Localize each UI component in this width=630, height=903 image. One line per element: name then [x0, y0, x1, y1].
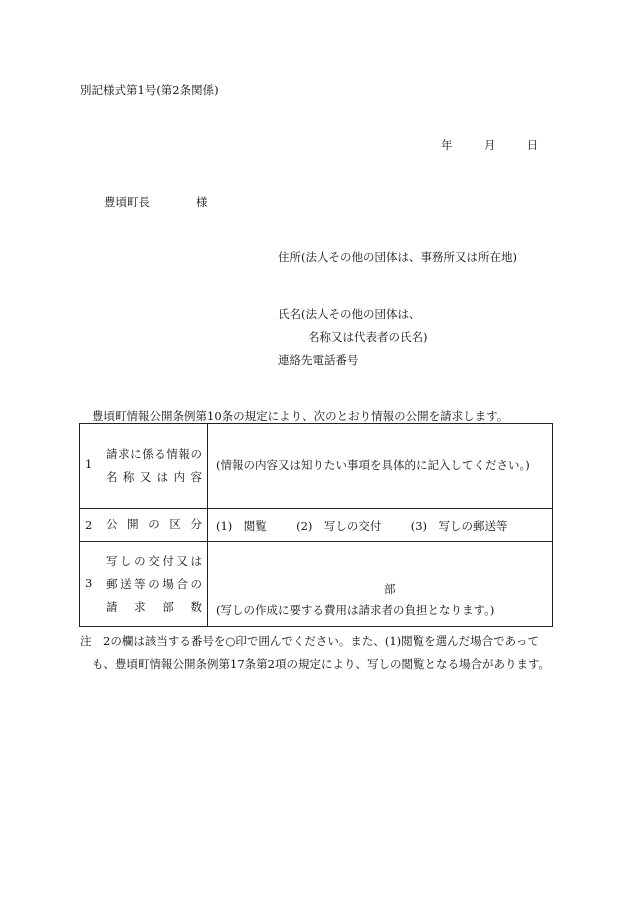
- label-char: 部: [162, 600, 174, 614]
- label-char: 名: [106, 470, 118, 484]
- table-row: [80, 542, 553, 627]
- label-char: の: [190, 447, 202, 461]
- label-char: 写: [106, 554, 118, 568]
- label-char: 数: [190, 600, 202, 614]
- note-line2: も、豊頃町情報公開条例第17条第2項の規定により、写しの閲覧となる場合があります。: [92, 657, 551, 671]
- table-row: [80, 424, 553, 509]
- table-row: [80, 509, 553, 542]
- label-char: 求: [134, 600, 146, 614]
- label-char: 係: [142, 447, 154, 461]
- label-char: に: [130, 447, 142, 461]
- row-label: [106, 508, 202, 540]
- label-char: 公: [106, 517, 118, 531]
- note-line1: 注 2の欄は該当する番号を○印で囲んでください。また、(1)閲覧を選んだ場合であって: [80, 634, 540, 648]
- label-char: 報: [178, 447, 190, 461]
- label-char: し: [120, 554, 132, 568]
- form-title: 別記様式第1号(第2条関係): [80, 83, 219, 97]
- label-char: の: [148, 577, 160, 591]
- label-char: 称: [122, 470, 135, 484]
- disclosure-options: [216, 518, 508, 534]
- addressee: [104, 194, 208, 210]
- row-number: 1: [85, 457, 93, 471]
- option-copy-mailing[interactable]: (3) 写しの郵送等: [410, 519, 508, 533]
- address-label: 住所(法人その他の団体は、事務所又は所在地): [278, 250, 517, 264]
- label-char: 容: [190, 470, 202, 484]
- row-label: [106, 550, 202, 619]
- label-char: 送: [120, 577, 132, 591]
- label-line: [106, 443, 202, 466]
- label-char: 付: [162, 554, 174, 568]
- option-copy-delivery[interactable]: (2) 写しの交付: [296, 519, 382, 533]
- addressee-honorific: 様: [196, 195, 208, 209]
- label-char: 又: [139, 470, 152, 484]
- row-number: 3: [85, 576, 93, 590]
- label-char: 請: [106, 447, 118, 461]
- label-char: の: [148, 517, 160, 531]
- row-label: [106, 443, 202, 489]
- label-char: 等: [134, 577, 146, 591]
- label-char: 又: [176, 554, 188, 568]
- label-char: 開: [127, 517, 139, 531]
- date-day: 日: [526, 138, 539, 152]
- date-line: [441, 137, 538, 153]
- label-char: の: [134, 554, 146, 568]
- label-char: 交: [148, 554, 160, 568]
- label-char: 分: [190, 517, 202, 531]
- label-char: は: [156, 470, 169, 484]
- label-char: は: [190, 554, 202, 568]
- label-char: 郵: [106, 577, 118, 591]
- label-char: 区: [169, 517, 181, 531]
- label-char: 場: [162, 577, 174, 591]
- option-inspection[interactable]: (1) 閲覧: [216, 519, 267, 533]
- cost-note: (写しの作成に要する費用は請求者の負担となります。): [216, 603, 495, 617]
- label-char: る: [154, 447, 166, 461]
- request-table: [79, 423, 553, 627]
- copies-unit: 部: [384, 582, 396, 596]
- name-label-line2: 名称又は代表者の氏名): [308, 330, 428, 344]
- label-line: [106, 466, 202, 489]
- label-line: [106, 550, 202, 573]
- date-year: 年: [441, 138, 453, 152]
- contact-label: 連絡先電話番号: [278, 353, 359, 367]
- date-month: 月: [483, 138, 496, 152]
- label-line: [106, 596, 202, 619]
- intro-text: 豊頃町情報公開条例第10条の規定により、次のとおり情報の公開を請求します。: [92, 409, 509, 423]
- info-description: (情報の内容又は知りたい事項を具体的に記入してください。): [216, 458, 530, 472]
- label-char: 内: [173, 470, 186, 484]
- row-number: 2: [85, 518, 93, 532]
- label-char: 求: [118, 447, 130, 461]
- addressee-name: 豊頃町長: [104, 195, 150, 209]
- label-line: [106, 508, 202, 540]
- label-char: 情: [166, 447, 178, 461]
- label-char: 請: [106, 600, 118, 614]
- label-char: 合: [176, 577, 188, 591]
- label-char: の: [190, 577, 202, 591]
- name-label-line1: 氏名(法人その他の団体は、: [278, 307, 421, 321]
- label-line: [106, 573, 202, 596]
